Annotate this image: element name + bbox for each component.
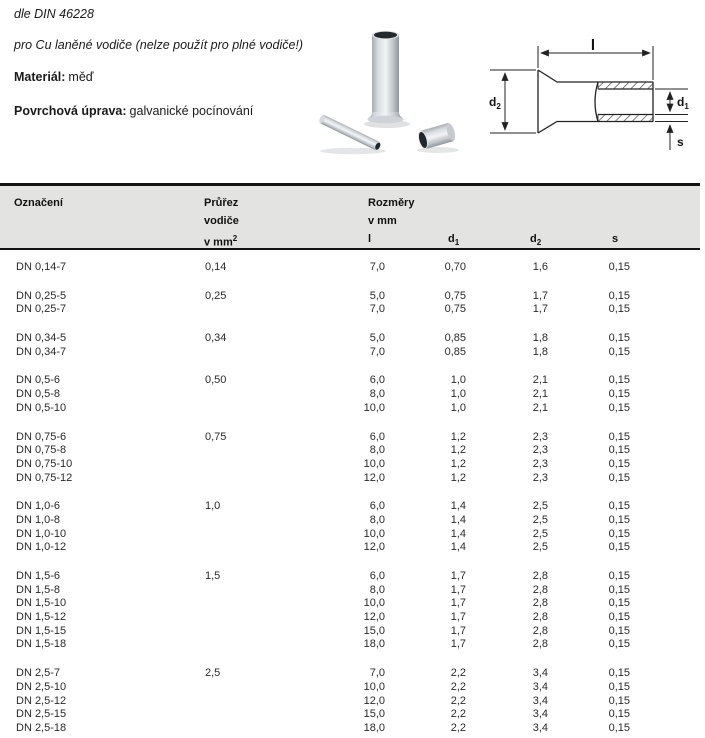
cell-s: 0,15	[608, 513, 630, 526]
cell-s: 0,15	[608, 527, 630, 540]
table-row	[0, 541, 705, 555]
cell-d2: 1,8	[532, 332, 548, 345]
col-header-s: s	[612, 233, 619, 245]
cell-d1: 1,2	[450, 430, 466, 443]
col-header-d2: $d_2$	[530, 233, 542, 248]
cell-cross-section	[195, 472, 340, 486]
cell-cross-section	[195, 638, 340, 652]
cell-d1: 1,4	[450, 527, 466, 540]
cell-d1: 2,2	[450, 667, 466, 680]
cell-designation: DN 1,5-8	[16, 583, 61, 596]
cell-designation: DN 1,5-15	[16, 624, 67, 637]
cell-s: 0,15	[608, 303, 630, 316]
cell-s: 0,15	[608, 444, 630, 457]
cell-d1: 1,4	[450, 500, 466, 513]
spec-table	[0, 183, 705, 738]
cell-s: 0,15	[608, 570, 630, 582]
cell-designation: DN 1,5-10	[16, 597, 67, 610]
cell-s: 0,15	[608, 721, 630, 734]
cell-d2: 2,1	[532, 374, 548, 387]
cell-d1: 2,2	[450, 708, 466, 721]
cell-d2: 2,1	[532, 401, 548, 414]
cell-cross-section	[195, 402, 340, 416]
table-group	[0, 332, 705, 359]
table-row	[0, 528, 705, 542]
surface-treatment-label: Povrchová úprava:	[14, 104, 127, 118]
cell-d1: 1,7	[450, 611, 466, 624]
table-body	[0, 250, 705, 736]
cell-d1: 1,0	[450, 374, 466, 387]
cell-designation: DN 2,5-15	[16, 708, 67, 721]
cell-length: 10,0	[363, 527, 385, 540]
cell-d1: 0,75	[444, 289, 466, 302]
cell-length: 7,0	[369, 303, 385, 316]
cell-d2: 3,4	[532, 721, 548, 734]
cell-d2: 2,8	[532, 638, 548, 651]
cell-length: 10,0	[363, 597, 385, 610]
cell-designation: DN 1,0-10	[16, 527, 67, 540]
material-row	[14, 70, 93, 84]
cell-d2: 2,8	[532, 611, 548, 624]
cell-s: 0,15	[608, 430, 630, 443]
cell-d1: 0,70	[444, 261, 466, 273]
cell-d2: 2,8	[532, 624, 548, 637]
cell-d2: 1,7	[532, 303, 548, 316]
cell-designation: DN 2,5-7	[16, 667, 61, 680]
table-row	[0, 611, 705, 625]
cell-d1: 1,0	[450, 401, 466, 414]
cell-length: 5,0	[369, 289, 385, 302]
col-header-cross-section: Průřez vodiče v $mm^2$	[204, 197, 239, 249]
cell-designation: DN 2,5-10	[16, 680, 67, 693]
cell-length: 8,0	[369, 388, 385, 401]
cell-designation: DN 0,5-8	[16, 388, 61, 401]
cell-designation: DN 1,0-8	[16, 513, 61, 526]
cell-s: 0,15	[608, 388, 630, 401]
cell-cross-section: 0,75	[205, 430, 227, 443]
cell-length: 10,0	[363, 401, 385, 414]
cell-s: 0,15	[608, 471, 630, 484]
table-row	[0, 500, 705, 514]
cell-length: 7,0	[369, 261, 385, 273]
cell-cross-section: 1,0	[205, 500, 221, 513]
cell-cross-section	[195, 681, 340, 695]
cell-cross-section: 1,5	[205, 570, 221, 582]
table-row	[0, 402, 705, 416]
cell-d1: 1,7	[450, 570, 466, 582]
col-header-l: l	[368, 233, 372, 245]
length-dimension-label: l	[590, 37, 596, 54]
material-value: měď	[68, 70, 94, 84]
ferrule-product-photo	[295, 18, 485, 178]
cell-s: 0,15	[608, 708, 630, 721]
cell-designation: DN 2,5-18	[16, 721, 67, 734]
cell-s: 0,15	[608, 680, 630, 693]
cell-length: 6,0	[369, 430, 385, 443]
cell-d2: 2,3	[532, 444, 548, 457]
cell-designation: DN 1,0-12	[16, 541, 67, 554]
cell-cross-section	[195, 514, 340, 528]
cell-d2: 2,3	[532, 430, 548, 443]
ferrule-outline	[538, 70, 653, 133]
outer-diameter-label: $d_2$	[489, 95, 501, 111]
cell-d2: 3,4	[532, 694, 548, 707]
din-standard-note: dle DIN 46228	[14, 7, 94, 21]
cell-cross-section	[195, 722, 340, 736]
table-row	[0, 695, 705, 709]
cell-d1: 2,2	[450, 694, 466, 707]
cell-length: 5,0	[369, 332, 385, 345]
cell-designation: DN 0,25-7	[16, 303, 67, 316]
cell-d2: 3,4	[532, 680, 548, 693]
cell-length: 12,0	[363, 611, 385, 624]
wall-section-hatch-top	[598, 82, 653, 89]
table-row	[0, 290, 705, 304]
cell-d1: 2,2	[450, 721, 466, 734]
cell-length: 6,0	[369, 374, 385, 387]
cell-length: 8,0	[369, 583, 385, 596]
cell-s: 0,15	[608, 611, 630, 624]
cell-s: 0,15	[608, 261, 630, 273]
cell-d2: 2,8	[532, 570, 548, 582]
cell-designation: DN 0,75-8	[16, 444, 67, 457]
col-header-d1: $d_1$	[448, 233, 460, 248]
cell-d2: 1,6	[532, 261, 548, 273]
cell-cross-section: 0,34	[205, 332, 227, 345]
cell-d1: 1,4	[450, 541, 466, 554]
table-row	[0, 431, 705, 445]
table-row	[0, 332, 705, 346]
cell-s: 0,15	[608, 638, 630, 651]
cell-length: 10,0	[363, 457, 385, 470]
cell-s: 0,15	[608, 624, 630, 637]
surface-treatment-row	[14, 104, 253, 118]
table-row	[0, 722, 705, 736]
cell-d1: 1,7	[450, 597, 466, 610]
cell-s: 0,15	[608, 541, 630, 554]
cell-cross-section	[195, 625, 340, 639]
table-row	[0, 458, 705, 472]
table-row	[0, 625, 705, 639]
table-row	[0, 346, 705, 360]
cell-length: 12,0	[363, 541, 385, 554]
col-header-designation: Označení	[14, 197, 63, 209]
cell-length: 15,0	[363, 624, 385, 637]
cell-length: 8,0	[369, 513, 385, 526]
cell-designation: DN 1,5-18	[16, 638, 67, 651]
dimension-lines	[490, 46, 688, 150]
short-ferrule-tube	[416, 122, 457, 150]
cell-cross-section	[195, 611, 340, 625]
table-group	[0, 667, 705, 735]
cell-d1: 0,85	[444, 345, 466, 358]
cell-designation: DN 1,5-12	[16, 611, 67, 624]
cell-designation: DN 0,14-7	[16, 261, 67, 273]
cell-d1: 1,2	[450, 471, 466, 484]
cell-d1: 1,7	[450, 624, 466, 637]
cell-d2: 3,4	[532, 667, 548, 680]
cell-d2: 2,5	[532, 513, 548, 526]
cell-cross-section	[195, 458, 340, 472]
table-row	[0, 584, 705, 598]
surface-treatment-value: galvanické pocínování	[129, 104, 254, 118]
cell-length: 7,0	[369, 345, 385, 358]
cell-s: 0,15	[608, 500, 630, 513]
table-row	[0, 638, 705, 652]
cell-d2: 3,4	[532, 708, 548, 721]
large-ferrule-tube	[368, 31, 404, 124]
cell-s: 0,15	[608, 289, 630, 302]
cell-d2: 2,5	[532, 527, 548, 540]
table-row	[0, 597, 705, 611]
dimension-diagram	[485, 22, 705, 172]
cell-cross-section	[195, 528, 340, 542]
cell-d1: 0,85	[444, 332, 466, 345]
cell-d2: 2,1	[532, 388, 548, 401]
cell-length: 7,0	[369, 667, 385, 680]
cell-s: 0,15	[608, 667, 630, 680]
cell-d1: 2,2	[450, 680, 466, 693]
table-group	[0, 500, 705, 555]
cell-s: 0,15	[608, 457, 630, 470]
cell-d1: 1,7	[450, 583, 466, 596]
cell-d1: 1,7	[450, 638, 466, 651]
inner-diameter-label: $d_1$	[677, 95, 689, 111]
cell-d1: 1,4	[450, 513, 466, 526]
table-row	[0, 388, 705, 402]
wall-thickness-label: s	[677, 135, 684, 149]
table-row	[0, 374, 705, 388]
cell-cross-section	[195, 346, 340, 360]
cell-s: 0,15	[608, 597, 630, 610]
table-row	[0, 514, 705, 528]
cell-designation: DN 0,75-12	[16, 471, 73, 484]
cell-cross-section	[195, 597, 340, 611]
cell-cross-section	[195, 541, 340, 555]
cell-s: 0,15	[608, 583, 630, 596]
cell-designation: DN 0,5-6	[16, 374, 61, 387]
cell-s: 0,15	[608, 694, 630, 707]
cell-d1: 0,75	[444, 303, 466, 316]
cell-designation: DN 0,75-6	[16, 430, 67, 443]
cell-length: 8,0	[369, 444, 385, 457]
cell-cross-section: 0,14	[205, 261, 227, 273]
cell-cross-section	[195, 708, 340, 722]
table-row	[0, 472, 705, 486]
table-row	[0, 570, 705, 584]
cell-cross-section: 0,25	[205, 289, 227, 302]
cell-d2: 2,3	[532, 457, 548, 470]
cell-s: 0,15	[608, 345, 630, 358]
cell-length: 6,0	[369, 570, 385, 582]
cell-cross-section	[195, 695, 340, 709]
table-row	[0, 261, 705, 275]
table-row	[0, 681, 705, 695]
table-group	[0, 570, 705, 652]
cell-designation: DN 1,0-6	[16, 500, 61, 513]
cell-d2: 1,8	[532, 345, 548, 358]
cell-designation: DN 0,34-5	[16, 332, 67, 345]
cell-designation: DN 0,5-10	[16, 401, 67, 414]
cell-cross-section	[195, 388, 340, 402]
cell-cross-section	[195, 303, 340, 317]
squared-superscript: 2	[232, 234, 238, 243]
cell-designation: DN 0,25-5	[16, 289, 67, 302]
table-header	[0, 183, 700, 250]
cell-length: 10,0	[363, 680, 385, 693]
cell-s: 0,15	[608, 332, 630, 345]
cell-cross-section: 0,50	[205, 374, 227, 387]
table-row	[0, 303, 705, 317]
cell-cross-section	[195, 444, 340, 458]
cell-d2: 2,5	[532, 500, 548, 513]
cell-d2: 1,7	[532, 289, 548, 302]
usage-note: pro Cu laněné vodiče (nelze použít pro plné vodiče!)	[14, 38, 304, 52]
cell-length: 6,0	[369, 500, 385, 513]
cell-designation: DN 0,34-7	[16, 345, 67, 358]
cell-length: 15,0	[363, 708, 385, 721]
cell-d2: 2,3	[532, 471, 548, 484]
cell-d2: 2,5	[532, 541, 548, 554]
cell-designation: DN 0,75-10	[16, 457, 73, 470]
table-group	[0, 431, 705, 486]
cell-length: 12,0	[363, 694, 385, 707]
table-group	[0, 374, 705, 415]
cell-d1: 1,2	[450, 444, 466, 457]
table-group	[0, 261, 705, 275]
material-label: Materiál:	[14, 70, 66, 84]
cell-d2: 2,8	[532, 597, 548, 610]
dimension-subheaders	[340, 230, 700, 252]
cell-s: 0,15	[608, 374, 630, 387]
cell-d1: 1,2	[450, 457, 466, 470]
cell-cross-section: 2,5	[205, 667, 221, 680]
cell-designation: DN 2,5-12	[16, 694, 67, 707]
table-group	[0, 290, 705, 317]
cell-length: 18,0	[363, 638, 385, 651]
table-row	[0, 444, 705, 458]
cell-s: 0,15	[608, 401, 630, 414]
cell-d2: 2,8	[532, 583, 548, 596]
wall-section-hatch-bottom	[598, 115, 653, 122]
table-row	[0, 667, 705, 681]
table-row	[0, 708, 705, 722]
col-header-dimensions: Rozměry v mm l $d_1$ $d_2$ s	[340, 194, 700, 252]
cell-cross-section	[195, 584, 340, 598]
cell-length: 18,0	[363, 721, 385, 734]
cell-length: 12,0	[363, 471, 385, 484]
cell-designation: DN 1,5-6	[16, 570, 61, 582]
cell-d1: 1,0	[450, 388, 466, 401]
